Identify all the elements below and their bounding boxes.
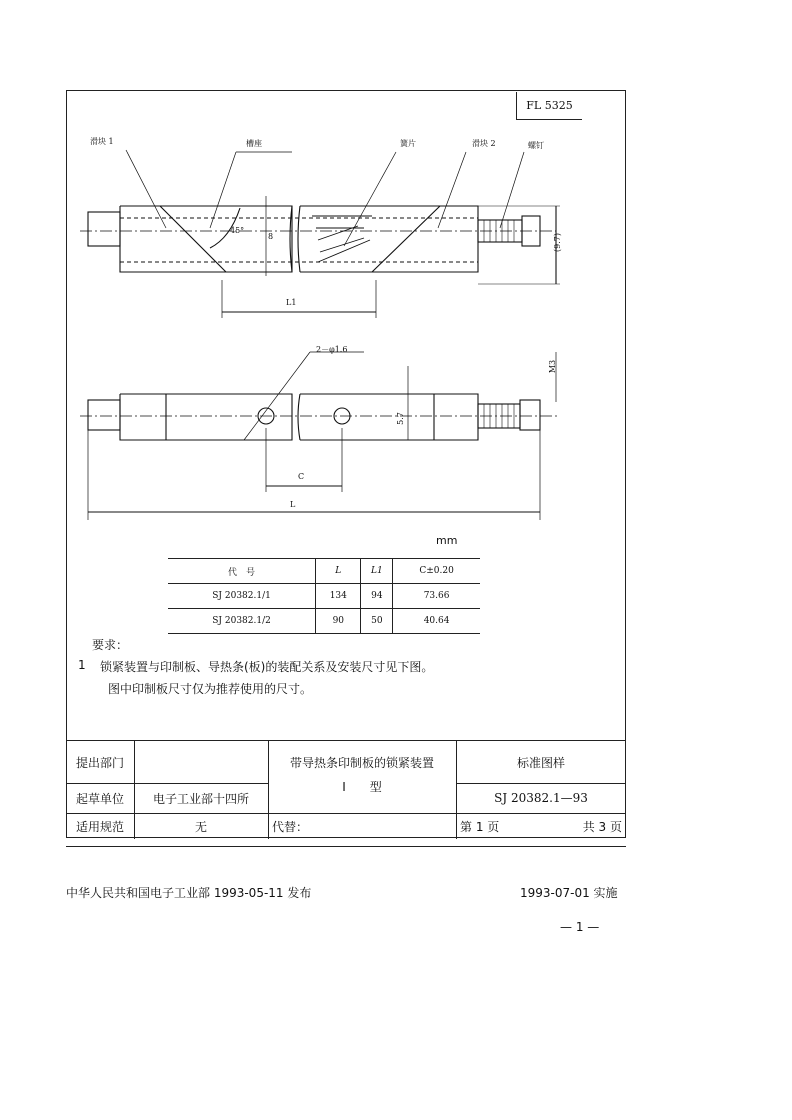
proposer-value bbox=[134, 741, 268, 783]
table-cell: SJ 20382.1/1 bbox=[168, 584, 316, 609]
scope-label: 适用规范 bbox=[75, 819, 124, 834]
label-dim-9-7: (9.7) bbox=[552, 233, 562, 252]
label-screw: 螺钉 bbox=[528, 141, 544, 150]
issuer: 中华人民共和国电子工业部 1993-05-11 发布 bbox=[66, 886, 312, 900]
requirement-number: 1 bbox=[78, 658, 86, 672]
side-view bbox=[80, 352, 560, 520]
effective-date: 1993-07-01 实施 bbox=[520, 886, 618, 900]
replaces-label: 代替： bbox=[272, 819, 309, 834]
label-dim-L: L bbox=[290, 500, 296, 509]
requirements-heading: 要求： bbox=[92, 638, 129, 652]
classification-code: FL 5325 bbox=[516, 92, 582, 120]
document-type: 标准图样 bbox=[516, 755, 565, 770]
table-cell: 90 bbox=[316, 609, 361, 634]
parameter-table bbox=[168, 558, 480, 634]
table-cell: 73.66 bbox=[393, 584, 480, 609]
table-header: L1 bbox=[361, 559, 393, 584]
label-dim-M3: M3 bbox=[548, 359, 558, 374]
table-header: L bbox=[316, 559, 361, 584]
document-number: SJ 20382.1—93 bbox=[494, 791, 588, 805]
table-header-row bbox=[168, 559, 480, 584]
requirement-line-1: 锁紧装置与印制板、导热条(板)的装配关系及安装尺寸见下图。 bbox=[100, 660, 434, 674]
page-current: 第 1 页 bbox=[460, 819, 500, 834]
proposer-label: 提出部门 bbox=[75, 755, 124, 770]
label-slot: 槽座 bbox=[246, 139, 262, 148]
table-cell: 40.64 bbox=[393, 609, 480, 634]
drafter-value: 电子工业部十四所 bbox=[152, 791, 249, 806]
label-slider-1: 滑块 1 bbox=[90, 137, 114, 146]
label-angle: 45° bbox=[230, 226, 245, 235]
table-cell: SJ 20382.1/2 bbox=[168, 609, 316, 634]
top-view bbox=[80, 150, 560, 318]
scope-value: 无 bbox=[194, 819, 207, 834]
table-row bbox=[168, 584, 480, 609]
unit-label: mm bbox=[436, 534, 458, 547]
drafter-label: 起草单位 bbox=[75, 791, 124, 806]
footer-rule bbox=[66, 846, 626, 847]
page-total: 共 3 页 bbox=[582, 819, 622, 834]
table-header: C±0.20 bbox=[393, 559, 480, 584]
table-row bbox=[168, 609, 480, 634]
label-dim-8: 8 bbox=[268, 232, 274, 241]
requirement-line-2: 图中印制板尺寸仅为推荐使用的尺寸。 bbox=[108, 682, 313, 696]
document-title-line-2: I 型 bbox=[342, 779, 382, 794]
page-number: — 1 — bbox=[560, 920, 600, 934]
table-cell: 134 bbox=[316, 584, 361, 609]
label-dim-C: C bbox=[298, 472, 305, 481]
document-title-line-1: 带导热条印制板的锁紧装置 bbox=[289, 755, 434, 770]
table-cell: 50 bbox=[361, 609, 393, 634]
label-slider-2: 滑块 2 bbox=[472, 139, 496, 148]
table-header: 代 号 bbox=[168, 559, 316, 584]
label-dim-L1: L1 bbox=[286, 298, 297, 307]
label-holes: 2－φ1.6 bbox=[316, 345, 348, 354]
table-cell: 94 bbox=[361, 584, 393, 609]
label-spring: 簧片 bbox=[400, 139, 416, 148]
label-dim-5-7: 5.7 bbox=[395, 412, 405, 425]
title-block bbox=[66, 740, 626, 838]
